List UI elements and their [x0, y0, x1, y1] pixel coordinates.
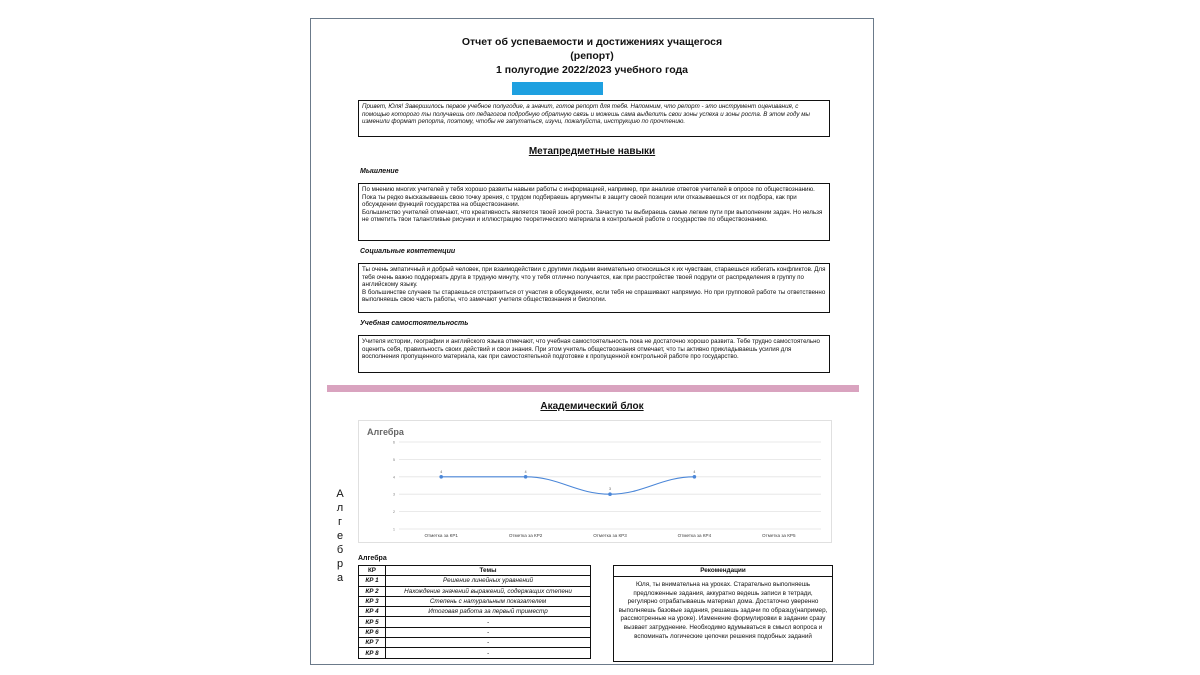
kr-topic: - [386, 627, 591, 637]
data-point [608, 492, 612, 496]
thinking-heading: Мышление [360, 168, 399, 175]
x-tick-label: Отметка за КР4 [677, 533, 712, 538]
student-name-bar [512, 82, 603, 95]
recommendations-text: Юля, ты внимательна на уроках. Старательно выполняешь предложенные задания, аккуратно ведешь записи в тетради, регулярно отрабатываешь материал дома. Достаточно уверенно выполняешь базовые задания, решаешь задачи по образцу(например, рассмотренные на уроке). Изменение формулировки в задании сразу вызвает затруднение. Необходимо вдумываться в смысл вопроса и вспоминать логические цепочки решения подобных заданий [618, 581, 828, 640]
section-divider [327, 385, 859, 392]
kr-label: КР 5 [359, 617, 386, 627]
table-row [359, 576, 591, 586]
recommendations-heading: Рекомендации [614, 566, 832, 577]
social-p1: Ты очень эмпатичный и добрый человек, при взаимодействии с другими людьми внимательно относишься к их чувствам, стараешься избегать конфликтов. Для тебя очень важно поддержать друга в трудную минуту, что у тебя отлично получается, как при расстройстве твоей подруги от распределения в группу по английскому языку. [362, 266, 826, 289]
report-title-line-2: (репорт) [570, 50, 614, 62]
table-row [359, 638, 591, 648]
thinking-p1: По мнению многих учителей у тебя хорошо развиты навыки работы с информацией, например, при анализе ответов учителей в опросе по обществознанию. Пока ты редко высказываешь свою точку зрения, с трудом подбираешь аргументы в защиту своей позиции или отказываешься от их подбора, как при обсуждении функций государства на обществознании. [362, 186, 815, 209]
vertical-letter: а [336, 572, 344, 584]
intro-box [358, 100, 830, 137]
vertical-letter: А [336, 488, 344, 500]
x-tick-label: Отметка за КР1 [424, 533, 458, 538]
table-row [359, 607, 591, 617]
recommendations-box [613, 565, 833, 662]
table-row [359, 586, 591, 596]
data-point [693, 475, 697, 479]
intro-text: Привет, Юля! Завершилось первое учебное полугодие, а значит, готов репорт для тебя. Напомним, что репорт - это инструмент оценивания, с помощью которого ты получаешь от педагогов подробную обратную связь и можешь сама выделить свои зоны успеха и зоны роста. В этом году мы изменили формат репорта, поэтому, чтобы не запутаться, изучи, пожалуйста, инструкцию по прочтению. [362, 103, 810, 126]
y-tick-label: 3 [393, 492, 395, 497]
x-tick-label: Отметка за КР2 [508, 533, 543, 538]
data-label: 4 [524, 469, 527, 474]
kr-label: КР 6 [359, 627, 386, 637]
autonomy-p1: Учителя истории, географии и английского языка отмечают, что учебная самостоятельность пока не достаточно хорошо развита. Тебе трудно самостоятельно оценить себя, правильность своих действий и свои знания. При этом учитель обществознания отмечает, что ты активно прикладываешь усилия для восполнения пропущенного материала, как при самостоятельной подготовке к пропущенной контрольной работе про государство. [362, 338, 821, 361]
vertical-letter: р [336, 558, 344, 570]
kr-topic: Итоговая работа за первый триместр [386, 607, 591, 617]
vertical-letter: б [336, 544, 344, 556]
table-row [359, 627, 591, 637]
y-tick-label: 1 [393, 527, 395, 532]
vertical-subject-label [333, 487, 347, 585]
y-tick-label: 6 [393, 440, 395, 445]
report-page [310, 18, 874, 665]
autonomy-heading: Учебная самостоятельность [360, 320, 469, 327]
x-tick-label: Отметка за КР3 [593, 533, 627, 538]
thinking-p2: Большинство учителей отмечают, что креативность является твоей зоной роста. Зачастую ты выбираешь самые легкие пути при выполнении задач. Но нельзя не отметить твои талантливые рисунки и иллюстрацию теоретического материала в контрольной работе о государстве по обществознанию. [362, 208, 823, 224]
kr-topic: - [386, 617, 591, 627]
kr-topic: Степень с натуральным показателем [386, 596, 591, 606]
social-heading: Социальные компетенции [360, 248, 456, 255]
thinking-box [358, 183, 830, 241]
vertical-letter: г [337, 516, 342, 528]
report-title-line-3: 1 полугодие 2022/2023 учебного года [495, 64, 689, 76]
data-point [439, 475, 443, 479]
kr-label: КР 4 [359, 607, 386, 617]
academic-heading: Академический блок [540, 401, 644, 412]
kr-label: КР 1 [359, 576, 386, 586]
table-row [359, 648, 591, 658]
data-label: 3 [609, 487, 611, 492]
table-row [359, 617, 591, 627]
report-title-line-1: Отчет об успеваемости и достижениях учащегося [461, 36, 723, 48]
series-line [441, 477, 694, 494]
kr-label: КР 8 [359, 648, 386, 658]
vertical-letter: е [336, 530, 344, 542]
kr-topic: - [386, 638, 591, 648]
kr-topic: Решение линейных уравнений [386, 576, 591, 586]
kr-column-header: КР [359, 566, 386, 576]
kr-table-header-row [359, 566, 591, 576]
kr-label: КР 7 [359, 638, 386, 648]
kr-label: КР 2 [359, 586, 386, 596]
kr-label: КР 3 [359, 596, 386, 606]
y-tick-label: 5 [393, 457, 395, 462]
meta-skills-heading: Метапредметные навыки [528, 146, 656, 157]
topics-column-header: Темы [386, 566, 591, 576]
y-tick-label: 2 [393, 510, 395, 515]
vertical-letter: л [336, 502, 344, 514]
chart-title: Алгебра [367, 427, 404, 437]
y-tick-label: 4 [393, 475, 395, 480]
social-p2: В большинстве случаев ты стараешься отстраниться от участия в обсуждениях, если тебя не спрашивают напрямую. Но при групповой работе ты ответственно выполняешь свою часть работы, что замечают учителя обществознания и биологии. [362, 288, 826, 304]
table-row [359, 596, 591, 606]
kr-topic: - [386, 648, 591, 658]
algebra-chart [358, 420, 832, 543]
autonomy-box [358, 335, 830, 373]
data-label: 4 [440, 469, 443, 474]
social-box [358, 263, 830, 313]
data-point [524, 475, 528, 479]
kr-topic: Нахождение значений выражений, содержащих степени [386, 586, 591, 596]
algebra-chart-svg [359, 421, 831, 542]
kr-table [358, 565, 591, 659]
table-caption: Алгебра [358, 555, 387, 562]
data-label: 4 [693, 469, 696, 474]
x-tick-label: Отметка за КР5 [762, 533, 796, 538]
